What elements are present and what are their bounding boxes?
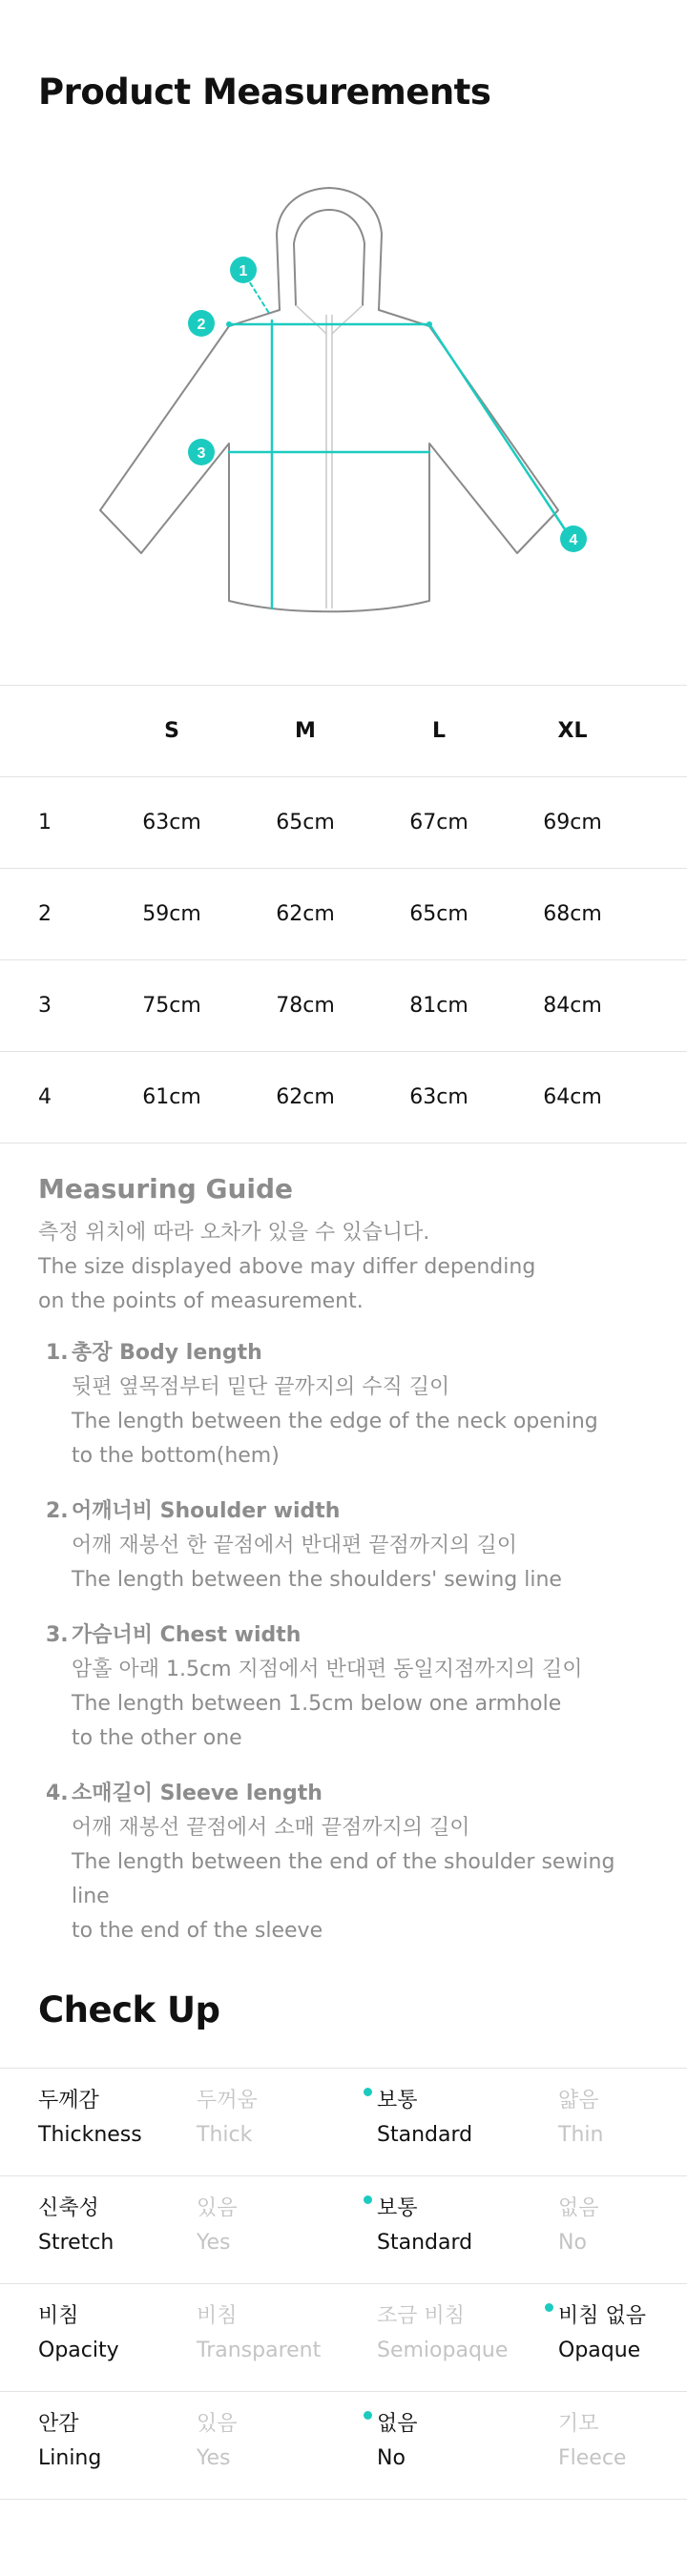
shoulder-right-point (427, 321, 432, 327)
page-title: Product Measurements (38, 72, 491, 113)
marker-3 (188, 439, 215, 465)
table-cell: 81cm (409, 994, 468, 1018)
svg-text:1: 1 (239, 263, 248, 279)
check-option: 얇음 Thin (558, 2089, 604, 2147)
guide-item-line: to the end of the sleeve (72, 1919, 323, 1943)
table-cell: 64cm (543, 1085, 602, 1109)
marker-1 (230, 257, 257, 283)
svg-text:2: 2 (197, 317, 206, 333)
check-label: 안감 Lining (38, 2412, 102, 2470)
table-header-cell: M (295, 719, 316, 743)
marker-2 (188, 310, 215, 337)
guide-item-line: The length between the shoulders' sewing line (72, 1568, 562, 1592)
table-cell: 75cm (142, 994, 201, 1018)
check-option: 비침 없음 Opaque (558, 2299, 646, 2368)
guide-item-line: 암홀 아래 1.5cm 지점에서 반대편 동일지점까지의 길이 (72, 1658, 583, 1681)
collar-left (296, 305, 326, 334)
table-cell: 65cm (409, 902, 468, 926)
table-header-cell: S (164, 719, 179, 743)
guide-item-title: 가슴너비 Chest width (72, 1623, 302, 1647)
check-row (0, 2391, 687, 2500)
sleeve-length-line (429, 324, 565, 529)
check-row (0, 2175, 687, 2283)
table-header-cell: XL (557, 719, 588, 743)
check-option: 보통 Standard (377, 2192, 472, 2260)
check-up-title: Check Up (38, 1989, 220, 2030)
table-row (0, 1051, 687, 1144)
check-label: 비침 Opacity (38, 2304, 119, 2362)
jacket-measurement-diagram (0, 172, 687, 620)
selected-dot-icon (545, 2303, 553, 2312)
guide-item-number: 1. (46, 1341, 69, 1365)
table-cell: 65cm (276, 811, 335, 835)
jacket-outline (100, 310, 558, 611)
table-cell: 63cm (409, 1085, 468, 1109)
guide-item-number: 4. (46, 1782, 69, 1805)
svg-text:3: 3 (197, 445, 206, 462)
table-cell: 62cm (276, 902, 335, 926)
svg-text:4: 4 (569, 532, 578, 548)
table-header-row (0, 685, 687, 776)
check-option: 보통 Standard (377, 2084, 472, 2153)
guide-title: Measuring Guide (38, 1173, 294, 1205)
check-label: 신축성 Stretch (38, 2196, 114, 2255)
row-label: 3 (38, 994, 52, 1018)
check-option: 조금 비침 Semiopaque (377, 2304, 509, 2362)
check-up-table (0, 2068, 687, 2500)
check-option: 없음 No (377, 2407, 418, 2476)
guide-note-en: The size displayed above may differ depending (38, 1255, 536, 1279)
guide-item-line: The length between the edge of the neck opening (72, 1410, 598, 1433)
guide-item-title: 총장 Body length (72, 1341, 262, 1365)
table-header-cell: L (431, 719, 447, 743)
row-label: 1 (38, 811, 52, 835)
size-table (0, 685, 687, 1144)
check-option: 비침 Transparent (197, 2304, 322, 2362)
shoulder-left-point (226, 321, 232, 327)
guide-item-line: The length between the end of the shoulder sewing line (72, 1850, 615, 1908)
guide-item-number: 3. (46, 1623, 69, 1647)
guide-item (38, 1618, 658, 1756)
table-cell: 84cm (543, 994, 602, 1018)
marker-4 (560, 526, 587, 552)
guide-item-line: 어깨 재봉선 한 끝점에서 반대편 끝점까지의 길이 (72, 1534, 518, 1557)
table-cell: 63cm (142, 811, 201, 835)
guide-item-title: 소매길이 Sleeve length (72, 1782, 323, 1805)
guide-item-number: 2. (46, 1499, 69, 1523)
check-row (0, 2283, 687, 2391)
guide-item-title: 어깨너비 Shoulder width (72, 1499, 341, 1523)
check-label: 두께감 Thickness (38, 2089, 142, 2147)
table-cell: 78cm (276, 994, 335, 1018)
guide-item-line: to the other one (72, 1726, 242, 1750)
guide-item-line: 뒷편 옆목점부터 밑단 끝까지의 수직 길이 (72, 1375, 450, 1399)
guide-list (38, 1336, 658, 1948)
guide-item-line: The length between 1.5cm below one armhole (72, 1692, 562, 1716)
guide-item-line: to the bottom(hem) (72, 1444, 280, 1468)
check-option: 두꺼움 Thick (197, 2089, 258, 2147)
table-cell: 59cm (142, 902, 201, 926)
guide-item (38, 1777, 658, 1948)
guide-item-line: 어깨 재봉선 끝점에서 소매 끝점까지의 길이 (72, 1816, 470, 1840)
table-row (0, 868, 687, 959)
selected-dot-icon (364, 2411, 372, 2420)
hood-outline (277, 188, 382, 310)
table-cell: 62cm (276, 1085, 335, 1109)
guide-item (38, 1494, 658, 1597)
check-option: 없음 No (558, 2196, 599, 2255)
row-label: 4 (38, 1085, 52, 1109)
guide-note-en: on the points of measurement. (38, 1289, 364, 1313)
table-cell: 61cm (142, 1085, 201, 1109)
row-label: 2 (38, 902, 52, 926)
check-row (0, 2068, 687, 2175)
selected-dot-icon (364, 2088, 372, 2096)
hood-inner (294, 210, 364, 305)
selected-dot-icon (364, 2195, 372, 2204)
table-cell: 67cm (409, 811, 468, 835)
table-cell: 68cm (543, 902, 602, 926)
table-row (0, 776, 687, 868)
collar-right (332, 305, 363, 334)
check-option: 있음 Yes (197, 2196, 238, 2255)
check-option: 있음 Yes (197, 2412, 238, 2470)
guide-item (38, 1336, 658, 1473)
table-cell: 69cm (543, 811, 602, 835)
measuring-guide (38, 1173, 658, 1969)
check-option: 기모 Fleece (558, 2412, 627, 2470)
guide-note-ko: 측정 위치에 따라 오차가 있을 수 있습니다. (38, 1221, 430, 1245)
table-row (0, 959, 687, 1051)
marker-1-pointer (246, 277, 270, 315)
